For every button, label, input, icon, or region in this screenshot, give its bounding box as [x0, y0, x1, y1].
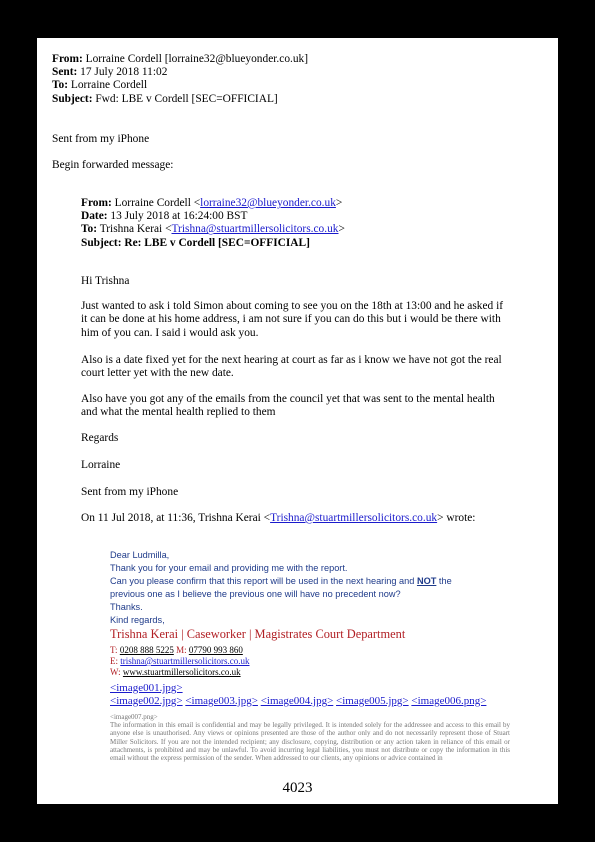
begin-forwarded: Begin forwarded message: [52, 159, 174, 171]
regards: Regards [81, 432, 119, 444]
outer-sent: Sent: 17 July 2018 11:02 [52, 66, 168, 79]
outer-subject: Subject: Fwd: LBE v Cordell [SEC=OFFICIAL] [52, 92, 278, 105]
quoted-kind-regards: Kind regards, [110, 615, 165, 626]
fwd-to: To: Trishna Kerai <Trishna@stuartmillersolicitors.co.uk> [81, 223, 345, 236]
body-paragraph-2: Also is a date fixed yet for the next hearing at court as far as i know we have not got the real court letter yet with the new date. [81, 354, 502, 380]
greeting: Hi Trishna [81, 275, 130, 287]
disclaimer-text: The information in this email is confidential and may be legally privileged. It is intended solely for the addressee and access to this email by anyone else is unauthorised. Any views or opinions presented are those of the author only and do not necessarily represent those of Stuart Miller Solicitors. If you are not the intended recipient; any disclosure, copying, distribution or any action taken in reliance of this email or attachments, is prohibited and may be unlawful. To avoid incurring legal liabilities, you must not distribute or copy the information in this email without the express permission of the sender. When addressed to our clients, any opinions or advice contained in [110, 721, 510, 763]
quoted-line-3: previous one as I believe the previous one will have no precedent now? [110, 589, 401, 600]
attachment-image002[interactable]: <image002.jpg> [110, 695, 183, 707]
quoted-message [110, 549, 550, 628]
email-disclaimer [110, 713, 510, 762]
quoted-line-1: Thank you for your email and providing me with the report. [110, 563, 348, 574]
fwd-from: From: Lorraine Cordell <lorraine32@blueyonder.co.uk> [81, 197, 343, 209]
quoted-dear: Dear Ludmilla, [110, 550, 170, 560]
quoted-line-2: Can you please confirm that this report will be used in the next hearing and NOT the [110, 576, 452, 587]
signature-phone: T: 0208 888 5225 M: 07790 993 860 [110, 645, 243, 655]
fwd-to-email-link[interactable]: Trishna@stuartmillersolicitors.co.uk [171, 223, 339, 236]
signature-website: W: www.stuartmillersolicitors.co.uk [110, 667, 241, 677]
body-paragraph-3: Also have you got any of the emails from the council yet that was sent to the mental health and what the mental health replied to them [81, 393, 495, 419]
outer-email-header [52, 53, 308, 106]
quote-intro: On 11 Jul 2018, at 11:36, Trishna Kerai <Trishna@stuartmillersolicitors.co.uk> wrote: [81, 512, 476, 524]
quoted-thanks: Thanks. [110, 602, 143, 613]
attachment-image005[interactable]: <image005.jpg> [336, 695, 409, 707]
attachment-image007: <image007.png> [110, 713, 158, 721]
quote-email-link[interactable]: Trishna@stuartmillersolicitors.co.uk [270, 512, 438, 524]
sender-name: Lorraine [81, 459, 121, 471]
forwarded-header [81, 197, 345, 250]
attachment-image006[interactable]: <image006.png> [411, 695, 487, 707]
page-number: 4023 [282, 780, 313, 796]
attachment-image003[interactable]: <image003.jpg> [185, 695, 258, 707]
attachment-image004[interactable]: <image004.jpg> [260, 695, 334, 707]
outer-from: From: Lorraine Cordell [lorraine32@blueyonder.co.uk] [52, 53, 309, 65]
sent-from-iphone: Sent from my iPhone [52, 133, 150, 145]
document-page [37, 38, 558, 804]
signature-email: E: trishna@stuartmillersolicitors.co.uk [110, 656, 250, 666]
attachment-image001[interactable]: <image001.jpg> [110, 682, 183, 694]
outer-to: To: Lorraine Cordell [52, 79, 148, 92]
body-paragraph-1: Just wanted to ask i told Simon about coming to see you on the 18th at 13:00 and he asked if it can be done at his home address, i am not sure if you can do this but i would be there with him of you can. I said i would ask you. [81, 300, 504, 339]
fwd-subject: Subject: Re: LBE v Cordell [SEC=OFFICIAL] [81, 236, 310, 249]
sent-from-iphone-2: Sent from my iPhone [81, 486, 179, 498]
fwd-date: Date: 13 July 2018 at 16:24:00 BST [81, 210, 248, 223]
fwd-from-email-link[interactable]: lorraine32@blueyonder.co.uk [200, 197, 336, 209]
image-attachments [110, 682, 486, 708]
signature-name: Trishna Kerai | Caseworker | Magistrates Court Department [110, 627, 406, 641]
signature-contact [110, 645, 250, 678]
